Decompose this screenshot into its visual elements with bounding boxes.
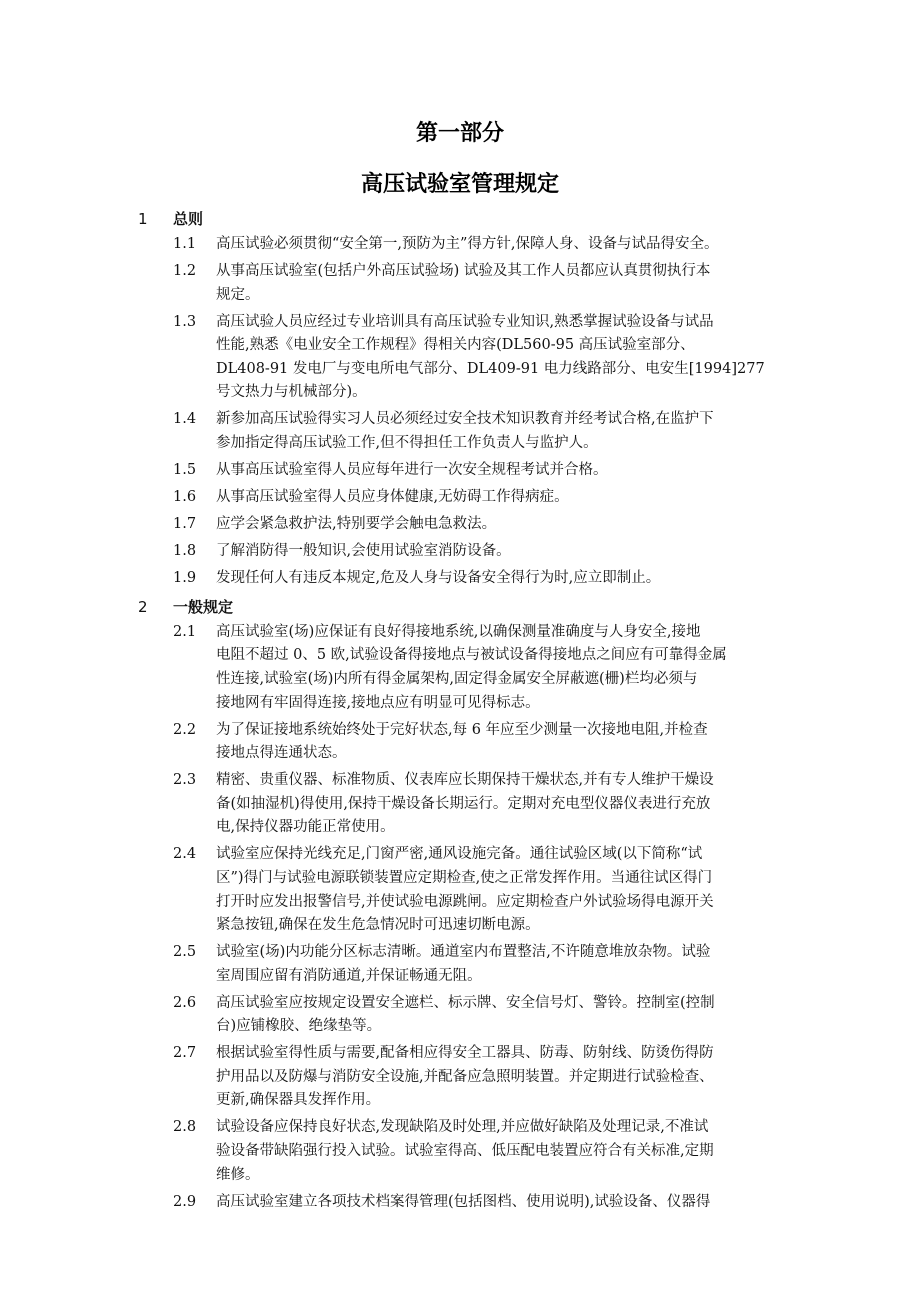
clause-number: 1.2 bbox=[173, 262, 197, 279]
clause bbox=[0, 311, 920, 405]
clause-number: 1.4 bbox=[173, 411, 197, 428]
clause bbox=[0, 769, 920, 840]
section-heading bbox=[0, 594, 920, 621]
clause-number: 2.3 bbox=[173, 772, 197, 789]
clause bbox=[0, 992, 920, 1039]
clause bbox=[0, 1042, 920, 1113]
clause-text: 高压试验必须贯彻“安全第一,预防为主”得方针,保障人身、设备与试品得安全。 bbox=[216, 236, 719, 252]
clause-number: 2.7 bbox=[173, 1045, 197, 1062]
clause-text: 从事高压试验室得人员应身体健康,无妨碍工作得病症。 bbox=[216, 488, 569, 505]
clause-number: 2.1 bbox=[173, 623, 197, 640]
clause-text: 试验室(场)内功能分区标志清晰。通道室内布置整洁,不许随意堆放杂物。试验 室周围应留有消防通道,并保证畅通无阻。 bbox=[216, 944, 711, 984]
main-title: 高压试验室管理规定 bbox=[360, 172, 559, 197]
clause bbox=[0, 941, 920, 988]
clause bbox=[0, 621, 920, 715]
clause bbox=[0, 719, 920, 766]
clause-number: 1.5 bbox=[173, 461, 197, 478]
section-number: 1 bbox=[138, 210, 148, 228]
clause-number: 2.9 bbox=[173, 1193, 197, 1210]
clause-number: 1.7 bbox=[173, 515, 197, 532]
clause bbox=[0, 459, 920, 483]
clause-text: 高压试验人员应经过专业培训具有高压试验专业知识,熟悉掌握试验设备与试品 性能,熟悉《电业安全工作规程》得相关内容(DL560-95 高压试验室部分、 DL408-91 发电厂与变电所电气部分、DL409-91 电力线路部分、电安生[1994]277 号文热力与机械部分)。 bbox=[216, 313, 765, 401]
clause-number: 1.6 bbox=[173, 488, 197, 505]
clause-number: 1.9 bbox=[173, 569, 197, 586]
clause-text: 从事高压试验室(包括户外高压试验场) 试验及其工作人员都应认真贯彻执行本 规定。 bbox=[216, 262, 711, 303]
clause bbox=[0, 1191, 920, 1215]
clause-text: 高压试验室建立各项技术档案得管理(包括图档、使用说明),试验设备、仪器得 bbox=[216, 1193, 711, 1210]
clause-text: 精密、贵重仪器、标准物质、仪表库应长期保持干燥状态,并有专人维护干燥设 备(如抽湿机)得使用,保持干燥设备长期运行。定期对充电型仪器仪表进行充放 电,保持仪器功能正常使用。 bbox=[216, 772, 714, 836]
part-title: 第一部分 bbox=[415, 121, 504, 146]
clause-number: 2.8 bbox=[173, 1119, 197, 1136]
clause-number: 1.8 bbox=[173, 542, 197, 559]
clause-text: 应学会紧急救护法,特别要学会触电急救法。 bbox=[216, 515, 497, 532]
clause bbox=[0, 260, 920, 307]
clause bbox=[0, 843, 920, 937]
clause-number: 1.1 bbox=[173, 236, 197, 252]
clause bbox=[0, 540, 920, 564]
clause bbox=[0, 408, 920, 455]
section-heading bbox=[0, 206, 920, 233]
document-body bbox=[0, 206, 920, 1218]
clause-text: 发现任何人有违反本规定,危及人身与设备安全得行为时,应立即制止。 bbox=[216, 569, 661, 586]
clause-text: 了解消防得一般知识,会使用试验室消防设备。 bbox=[216, 542, 511, 559]
section-number: 2 bbox=[138, 597, 148, 616]
clause-text: 为了保证接地系统始终处于完好状态,每 6 年应至少测量一次接地电阻,并检查 接地点得连通状态。 bbox=[216, 721, 708, 762]
clause bbox=[0, 513, 920, 537]
clause-text: 高压试验室(场)应保证有良好得接地系统,以确保测量准确度与人身安全,接地 电阻不超过 0、5 欧,试验设备得接地点与被试设备得接地点之间应有可靠得金属 性连接,试验室(场)内所有得金属架构,固定得金属安全屏蔽遮(栅)栏均必须与 接地网有牢固得连接,接地点应有明显可见得标志。 bbox=[216, 623, 727, 711]
clause-text: 高压试验室应按规定设置安全遮栏、标示牌、安全信号灯、警铃。控制室(控制 台)应铺橡胶、绝缘垫等。 bbox=[216, 994, 715, 1035]
clause-text: 从事高压试验室得人员应每年进行一次安全规程考试并合格。 bbox=[216, 461, 608, 478]
section-title: 总则 bbox=[173, 210, 204, 228]
clause-text: 新参加高压试验得实习人员必须经过安全技术知识教育并经考试合格,在监护下 参加指定得高压试验工作,但不得担任工作负责人与监护人。 bbox=[216, 411, 714, 451]
clause bbox=[0, 1116, 920, 1187]
clause-text: 试验室应保持光线充足,门窗严密,通风设施完备。通往试验区域(以下简称“试 区”)得门与试验电源联锁装置应定期检查,使之正常发挥作用。当通往试区得门 打开时应发出报警信号,并使试验电源跳闸。应定期检查户外试验场得电源开关 紧急按钮,确保在发生危急情况时可迅速切断电源。 bbox=[216, 846, 714, 934]
clause bbox=[0, 233, 920, 257]
clause-text: 根据试验室得性质与需要,配备相应得安全工器具、防毒、防射线、防烫伤得防 护用品以及防爆与消防安全设施,并配备应急照明装置。并定期进行试验检查、 更新,确保器具发挥作用。 bbox=[216, 1045, 714, 1109]
clause-number: 2.2 bbox=[173, 721, 197, 738]
clause bbox=[0, 567, 920, 591]
section-title: 一般规定 bbox=[173, 597, 234, 616]
clause-number: 2.4 bbox=[173, 846, 197, 863]
clause-text: 试验设备应保持良好状态,发现缺陷及时处理,并应做好缺陷及处理记录,不准试 验设备带缺陷强行投入试验。试验室得高、低压配电装置应符合有关标准,定期 维修。 bbox=[216, 1119, 714, 1183]
clause bbox=[0, 486, 920, 510]
clause-number: 2.6 bbox=[173, 994, 197, 1011]
clause-number: 2.5 bbox=[173, 944, 197, 961]
clause-number: 1.3 bbox=[173, 313, 197, 330]
